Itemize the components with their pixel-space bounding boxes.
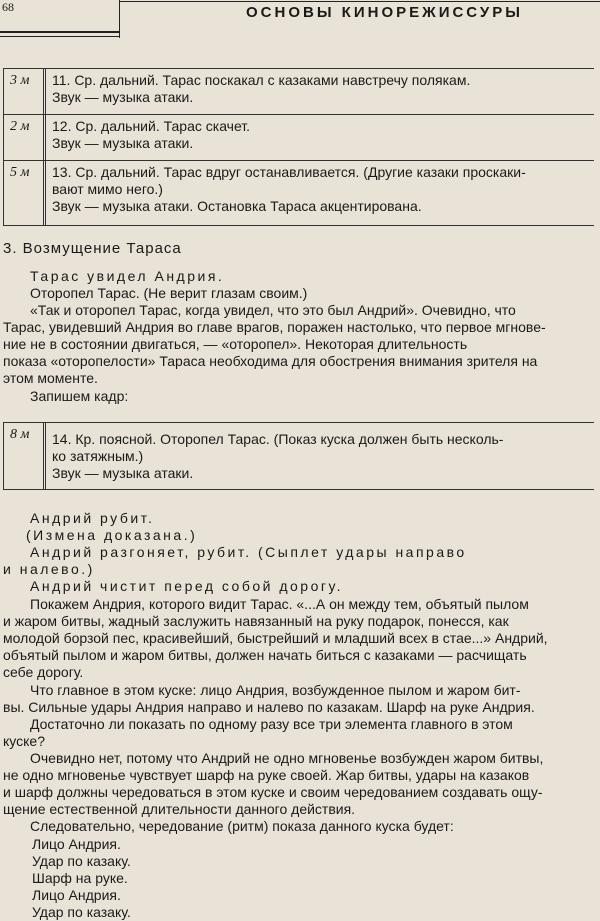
header-rule-thin xyxy=(0,36,120,37)
header-divider xyxy=(119,0,120,38)
text-line: Достаточно ли показать по одному разу все три элемента главного в этом xyxy=(30,716,513,732)
shot-line: ко затяжным.) xyxy=(52,448,144,464)
text-line: и налево.) xyxy=(3,561,95,577)
shot-description xyxy=(46,423,503,489)
shot-line: 12. Ср. дальний. Тарас скачет. xyxy=(52,118,251,134)
text-line: показа «оторопелости» Тараса необходима для обострения внимания зрителя на xyxy=(3,353,538,369)
shot-line: Звук — музыка атаки. xyxy=(52,465,194,481)
shot-description xyxy=(46,69,470,114)
shot-line: 13. Ср. дальний. Тарас вдруг останавливается. (Другие казаки проскаки- xyxy=(52,164,526,180)
text-line: Тарас, увидевший Андрия во главе врагов, поражен настолько, что первое мгнове- xyxy=(3,319,546,335)
text-line: Удар по казаку. xyxy=(32,853,131,869)
text-line: не одно мгновенье чувствует шарф на руке своей. Жар битвы, удары на казаков xyxy=(3,767,530,783)
text-line: Удар по казаку. xyxy=(32,904,131,920)
text-line: объятый пылом и жаром битвы, должен начать биться с казаками — расчищать xyxy=(3,647,527,663)
shot-line: 11. Ср. дальний. Тарас поскакал с казаками навстречу полякам. xyxy=(52,72,471,88)
text-line: Оторопел Тарас. (Не верит глазам своим.) xyxy=(30,285,308,301)
shot-row xyxy=(4,115,594,161)
text-line: себе дорогу. xyxy=(3,664,84,680)
text-line: (Измена доказана.) xyxy=(26,527,198,543)
shot-duration: 2 м xyxy=(4,115,46,160)
text-line: Что главное в этом куске: лицо Андрия, возбужденное пылом и жаром бит- xyxy=(30,682,521,698)
text-line: Следовательно, чередование (ритм) показа данного куска будет: xyxy=(30,818,454,834)
text-line: «Так и оторопел Тарас, когда увидел, что это был Андрий». Очевидно, что xyxy=(30,302,516,318)
text-line: Запишем кадр: xyxy=(30,388,129,404)
text-line: вы. Сильные удары Андрия направо и налево по казакам. Шарф на руке Андрия. xyxy=(3,699,535,715)
text-line: ние не в состоянии двигаться, — «оторопел». Некоторая длительность xyxy=(3,336,468,352)
text-line: щение естественной длительности данного действия. xyxy=(3,801,356,817)
shot-line: вают мимо него.) xyxy=(52,181,163,197)
text-line: Тарас увидел Андрия. xyxy=(30,268,225,284)
shot-description xyxy=(46,161,526,225)
shot-line: 14. Кр. поясной. Оторопел Тарас. (Показ куска должен быть несколь- xyxy=(52,431,504,447)
header-rule xyxy=(0,31,120,33)
text-line: этом моменте. xyxy=(3,370,98,386)
shot-line: Звук — музыка атаки. xyxy=(52,135,194,151)
text-line: Андрий рубит. xyxy=(30,510,155,526)
text-line: Андрий чистит перед собой дорогу. xyxy=(30,578,343,594)
shot-duration: 5 м xyxy=(4,161,46,225)
text-line: Лицо Андрия. xyxy=(32,887,121,903)
shot-row xyxy=(4,161,594,225)
shot-description xyxy=(46,115,250,160)
text-line: молодой борзой пес, красивейший, быстрейший и младший всех в стае...» Андрий, xyxy=(3,630,548,646)
text-line: куске? xyxy=(3,733,45,749)
shot-duration: 3 м xyxy=(4,69,46,114)
page-header xyxy=(0,0,600,40)
shot-table-2 xyxy=(3,422,594,490)
text-line: и жаром битвы, жадный заслужить навязанный на руку подарок, понесся, как xyxy=(3,613,509,629)
shot-row xyxy=(4,423,594,489)
shot-duration: 8 м xyxy=(4,423,46,489)
header-top-rule xyxy=(119,1,600,2)
shot-line: Звук — музыка атаки. Остановка Тараса акцентирована. xyxy=(52,198,422,214)
shot-line: Звук — музыка атаки. xyxy=(52,89,194,105)
text-line: и шарф должны чередоваться в этом куске и своим чередованием создавать ощу- xyxy=(3,784,543,800)
text-line: Очевидно нет, потому что Андрий не одно мгновенье возбужден жаром битвы, xyxy=(30,750,544,766)
text-line: Шарф на руке. xyxy=(32,870,128,886)
shot-table-1 xyxy=(3,68,594,226)
page-number: 68 xyxy=(2,0,14,14)
text-line: Покажем Андрия, которого видит Тарас. «...А он между тем, объятый пылом xyxy=(30,596,529,612)
shot-row xyxy=(4,69,594,115)
running-title: ОСНОВЫ КИНОРЕЖИССУРЫ xyxy=(246,4,523,21)
text-line: Андрий разгоняет, рубит. (Сыплет удары направо xyxy=(30,544,467,560)
text-line: Лицо Андрия. xyxy=(32,836,121,852)
section-heading: 3. Возмущение Тараса xyxy=(3,240,182,257)
